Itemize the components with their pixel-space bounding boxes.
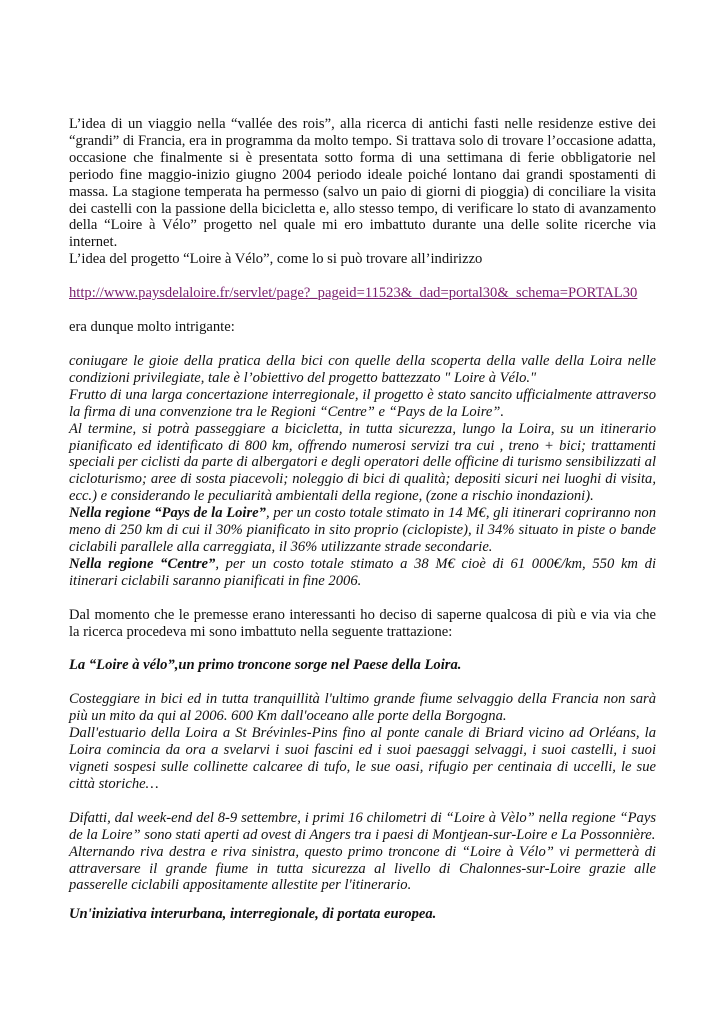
followup-paragraph: Dal momento che le premesse erano interessanti ho deciso di saperne qualcosa di più e via via che la ricerca procedeva mi sono imbattuto nella seguente trattazione: <box>69 606 656 640</box>
region-centre-text: , per un costo totale stimato a 38 M€ cioè di 61 000€/km, 550 km di itinerari ciclabili saranno pianificati in fine 2006. <box>69 555 656 589</box>
region-pays-label: Nella regione “Pays de la Loire” <box>69 505 266 522</box>
document-page <box>69 116 656 923</box>
intro-paragraph-2: L’idea del progetto “Loire à Vélo”, come lo si può trovare all’indirizzo <box>69 251 483 268</box>
project-link[interactable]: http://www.paysdelaloire.fr/servlet/page?_pageid=11523&_dad=portal30&_schema=PORTAL30 <box>69 285 638 302</box>
quote-paragraph-3: Al termine, si potrà passeggiare a bicicletta, in tutta sicurezza, lungo la Loira, su un itinerario pianificato ed identificato di 800 km, offrendo numerosi servizi tra cui , treno + bici; trattamenti speciali per ciclisti da parte di albergatori e degli operatori delle officine di turismo sensibilizzati al cicloturismo; aree di sosta piacevoli; noleggio di bici di qualità; depositi sicuri nei luoghi di visita, ecc.) e considerando le peculiarità ambientali della regione, (zone a rischio inondazioni). <box>69 420 656 505</box>
article-paragraph-3: Difatti, dal week-end del 8-9 settembre, i primi 16 chilometri di “Loire à Vèlo” nella regione “Pays de la Loire” sono stati aperti ad ovest di Angers tra i paesi di Montjean-sur-Loire e La Possonnière. <box>69 809 656 843</box>
article-paragraph-2: Dall'estuario della Loira a St Brévinles-Pins fino al ponte canale di Briard vicino ad Orléans, la Loira comincia da ora a svelarvi i suoi fascini ed i suoi paesaggi selvaggi, i suoi castelli, i suoi vigneti sospesi sulle collinette calcaree di tufo, le sue oasi, rifugio per centinaia di uccelli, le sue città storiche… <box>69 725 656 792</box>
intro-paragraph-3: era dunque molto intrigante: <box>69 319 235 336</box>
quote-paragraph-1: coniugare le gioie della pratica della bici con quelle della scoperta della valle della Loira nelle condizioni privilegiate, tale è l’obiettivo del progetto battezzato " Loire à Vélo." <box>69 352 656 386</box>
intro-paragraph: L’idea di un viaggio nella “vallée des rois”, alla ricerca di antichi fasti nelle residenze estive dei “grandi” di Francia, era in programma da molto tempo. Si trattava solo di trovare l’occasione adatta, occasione che finalmente si è presentata sotto forma di una settimana di ferie obbligatorie nel periodo fine maggio-inizio giugno 2004 periodo ideale poiché lontano dai grandi spostamenti di massa. La stagione temperata ha permesso (salvo un paio di giorni di pioggia) di conciliare la visita dei castelli con la passione della bicicletta e, allo stesso tempo, di verificare lo stato di avanzamento della “Loire à Vélo” progetto nel quale mi ero imbattuto durante una delle solite ricerche via internet. <box>69 116 656 251</box>
quote-paragraph-5 <box>69 556 656 590</box>
article-paragraph-1: Costeggiare in bici ed in tutta tranquillità l'ultimo grande fiume selvaggio della Francia non sarà più un mito da qui al 2006. 600 Km dall'oceano alle porte della Borgogna. <box>69 691 656 725</box>
region-pays-text: , per un costo totale stimato in 14 M€, gli itinerari copriranno non meno di 250 km di cui il 30% pianificato in sito proprio (ciclopiste), il 34% situato in piste o bande ciclabili parallele alla carreggiata, il 36% utilizzante strade secondarie. <box>69 505 656 555</box>
quote-paragraph-2: Frutto di una larga concertazione interregionale, il progetto è stato sancito ufficialmente attraverso la firma di una convenzione tra le Regioni “Centre” e “Pays de la Loire”. <box>69 386 656 420</box>
article-paragraph-4: Alternando riva destra e riva sinistra, questo primo troncone di “Loire à Vélo” vi permetterà di attraversare il grande fiume in tutta sicurezza al livello di Chalonnes-sur-Loire grazie alle passerelle ciclabili appositamente allestite per l'itinerario. <box>69 843 656 894</box>
quote-paragraph-4 <box>69 505 656 556</box>
article-heading: La “Loire à vélo”,un primo troncone sorge nel Paese della Loira. <box>69 657 462 674</box>
region-centre-label: Nella regione “Centre” <box>69 555 216 572</box>
link-line <box>69 285 656 302</box>
article-heading-2: Un'iniziativa interurbana, interregionale, di portata europea. <box>69 906 437 923</box>
